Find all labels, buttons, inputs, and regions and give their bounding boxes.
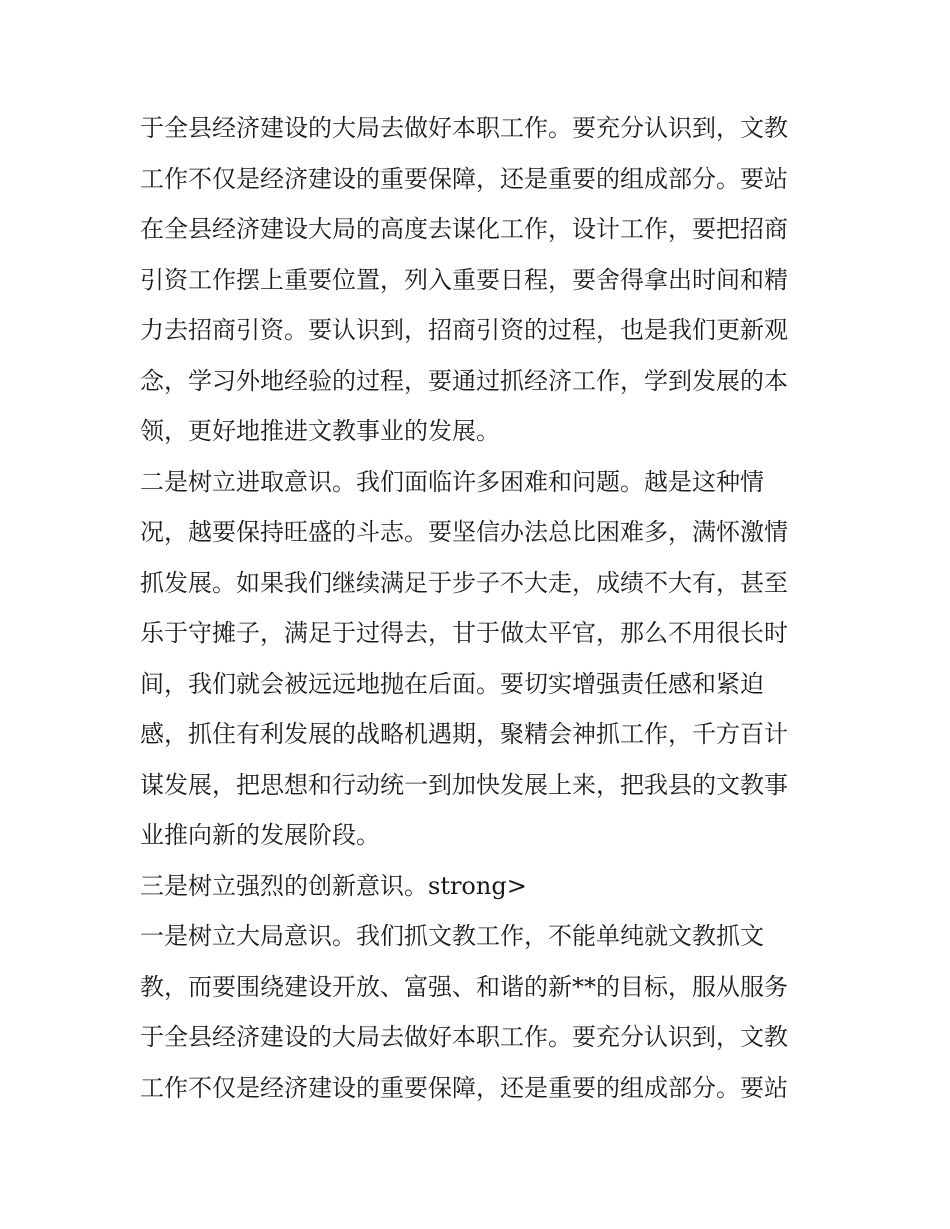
text-line: 间，我们就会被远远地抛在后面。要切实增强责任感和紧迫 xyxy=(140,669,764,698)
text-line: 二是树立进取意识。我们面临许多困难和问题。越是这种情 xyxy=(140,467,764,496)
text-line: 引资工作摆上重要位置，列入重要日程，要舍得拿出时间和精 xyxy=(140,265,788,294)
text-line: 工作不仅是经济建设的重要保障，还是重要的组成部分。要站 xyxy=(140,164,788,193)
paragraph-3 xyxy=(140,861,820,912)
text-line: 抓发展。如果我们继续满足于步子不大走，成绩不大有，甚至 xyxy=(140,568,788,597)
text-line: 在全县经济建设大局的高度去谋化工作，设计工作，要把招商 xyxy=(140,215,788,243)
text-line: 乐于守摊子，满足于过得去，甘于做太平官，那么不用很长时 xyxy=(140,619,788,647)
text-line: 念，学习外地经验的过程，要通过抓经济工作，学到发展的本 xyxy=(140,366,788,395)
paragraph-2 xyxy=(140,457,820,861)
text-line: 一是树立大局意识。我们抓文教工作，不能单纯就文教抓文 xyxy=(140,922,764,950)
text-line: 领，更好地推进文教事业的发展。 xyxy=(140,417,500,445)
text-line: 谋发展，把思想和行动统一到加快发展上来，把我县的文教事 xyxy=(140,770,788,799)
text-line: 于全县经济建设的大局去做好本职工作。要充分认识到，文教 xyxy=(140,1023,788,1051)
body-text xyxy=(140,103,820,1113)
text-line: 教，而要围绕建设开放、富强、和谐的新**的目标，服从服务 xyxy=(140,972,788,1001)
paragraph-1 xyxy=(140,103,820,457)
text-line: 业推向新的发展阶段。 xyxy=(140,821,380,849)
text-line: 况，越要保持旺盛的斗志。要坚信办法总比困难多，满怀激情 xyxy=(140,518,788,546)
text-line: 三是树立强烈的创新意识。strong> xyxy=(140,871,527,900)
text-line: 感，抓住有利发展的战略机遇期，聚精会神抓工作，千方百计 xyxy=(140,720,788,748)
text-line: 工作不仅是经济建设的重要保障，还是重要的组成部分。要站 xyxy=(140,1073,788,1102)
text-line: 于全县经济建设的大局去做好本职工作。要充分认识到，文教 xyxy=(140,114,788,142)
paragraph-4 xyxy=(140,911,820,1113)
text-line: 力去招商引资。要认识到，招商引资的过程，也是我们更新观 xyxy=(140,316,788,344)
